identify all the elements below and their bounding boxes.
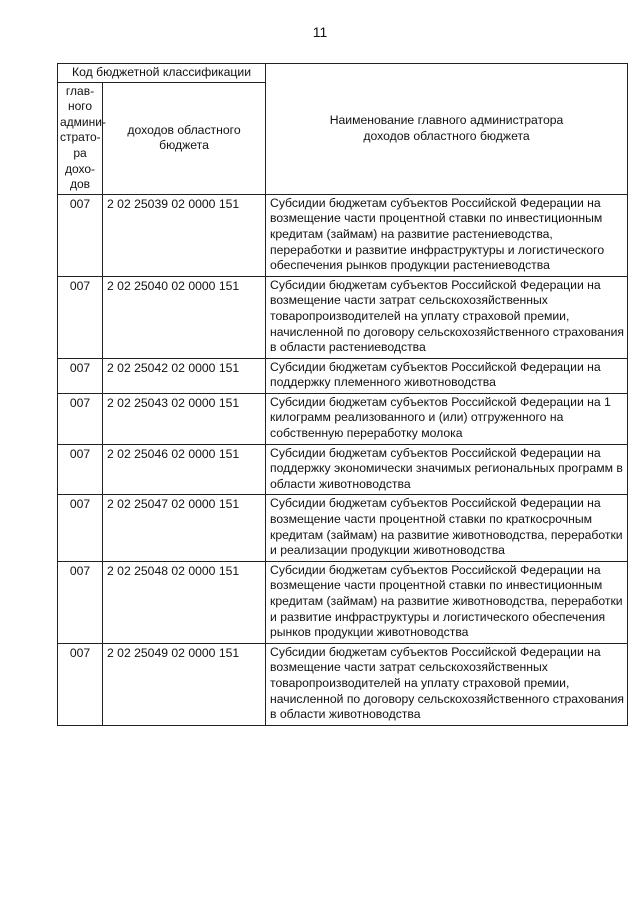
budget-classification-table: [57, 63, 628, 726]
table-row: [58, 276, 628, 358]
income-code-cell: 2 02 25049 02 0000 151: [103, 643, 266, 725]
page-number: 11: [312, 24, 328, 40]
table-row: [58, 194, 628, 276]
income-code-cell: 2 02 25040 02 0000 151: [103, 276, 266, 358]
table-header-row-group: [58, 64, 628, 83]
admin-code-cell: 007: [58, 393, 103, 444]
admin-code-cell: 007: [58, 276, 103, 358]
income-code-cell: 2 02 25046 02 0000 151: [103, 444, 266, 495]
income-code-cell: 2 02 25039 02 0000 151: [103, 194, 266, 276]
admin-code-cell: 007: [58, 495, 103, 561]
table-row: [58, 393, 628, 444]
admin-code-cell: 007: [58, 194, 103, 276]
group-header-cell: Код бюджетной классификации: [58, 64, 266, 83]
revenue-name-cell: Субсидии бюджетам субъектов Российской Федерации на поддержку экономически значимых региональных программ в области животноводства: [266, 444, 628, 495]
revenue-name-cell: Субсидии бюджетам субъектов Российской Федерации на возмещение части процентной ставки по краткосрочным кредитам (займам) на развитие животноводства, переработки и реализации продукции животноводства: [266, 495, 628, 561]
revenue-name-cell: Субсидии бюджетам субъектов Российской Федерации на 1 килограмм реализованного и (или) отгруженного на собственную переработку молока: [266, 393, 628, 444]
income-code-cell: 2 02 25048 02 0000 151: [103, 561, 266, 643]
table-row: [58, 358, 628, 393]
table-row: [58, 561, 628, 643]
table-row: [58, 495, 628, 561]
table-row: [58, 643, 628, 725]
income-code-cell: 2 02 25043 02 0000 151: [103, 393, 266, 444]
table-row: [58, 444, 628, 495]
revenue-name-cell: Субсидии бюджетам субъектов Российской Федерации на возмещение части процентной ставки по инвестиционным кредитам (займам) на развитие животноводства, переработки и развитие инфраструктуры и логистического обеспечения рынков продукции животноводства: [266, 561, 628, 643]
admin-column-header: глав- ного админи- страто- ра дохо- дов: [58, 82, 103, 194]
revenue-name-cell: Субсидии бюджетам субъектов Российской Федерации на возмещение части затрат сельскохозяйственных товаропроизводителей на уплату страховой премии, начисленной по договору сельскохозяйственного страхования в области животноводства: [266, 643, 628, 725]
admin-code-cell: 007: [58, 643, 103, 725]
admin-code-cell: 007: [58, 561, 103, 643]
admin-code-cell: 007: [58, 358, 103, 393]
revenue-name-cell: Субсидии бюджетам субъектов Российской Федерации на возмещение части затрат сельскохозяйственных товаропроизводителей на уплату страховой премии, начисленной по договору сельскохозяйственного страхования в области растениеводства: [266, 276, 628, 358]
name-column-header: Наименование главного администратора доходов областного бюджета: [266, 64, 628, 195]
admin-code-cell: 007: [58, 444, 103, 495]
income-column-header: доходов областного бюджета: [103, 82, 266, 194]
income-code-cell: 2 02 25042 02 0000 151: [103, 358, 266, 393]
income-code-cell: 2 02 25047 02 0000 151: [103, 495, 266, 561]
revenue-name-cell: Субсидии бюджетам субъектов Российской Федерации на поддержку племенного животноводства: [266, 358, 628, 393]
revenue-name-cell: Субсидии бюджетам субъектов Российской Федерации на возмещение части процентной ставки по инвестиционным кредитам (займам) на развитие растениеводства, переработки и развитие инфраструктуры и логистического обеспечения рынков продукции растениеводства: [266, 194, 628, 276]
